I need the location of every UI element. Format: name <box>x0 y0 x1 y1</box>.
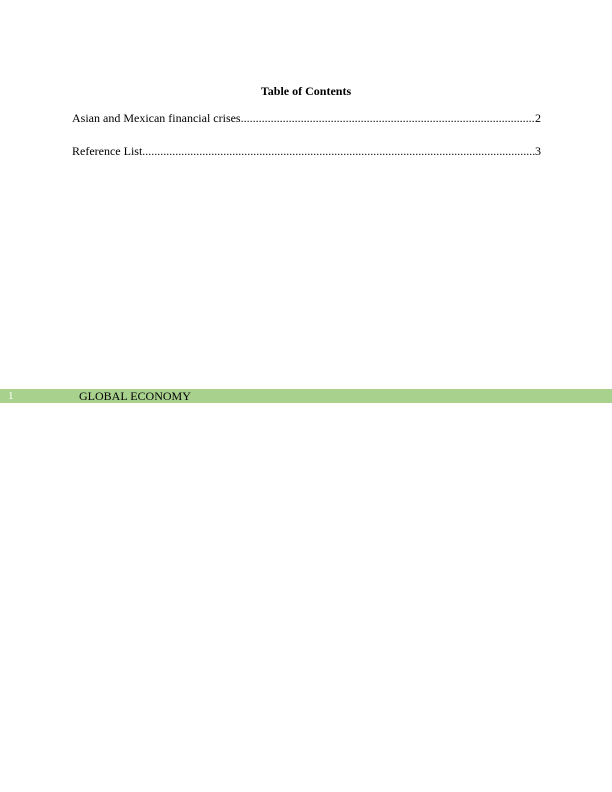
toc-entry-label[interactable]: Reference List <box>72 144 143 158</box>
page-number: 1 <box>8 390 14 402</box>
toc-dot-leader <box>241 110 535 126</box>
toc-entry-page-number: 3 <box>535 144 541 158</box>
toc-entry-asian-mexican-crises[interactable] <box>72 110 541 126</box>
toc-entry-reference-list[interactable] <box>72 143 541 159</box>
toc-dot-leader <box>142 143 535 159</box>
toc-title: Table of Contents <box>260 84 352 98</box>
toc-entry-page-number: 2 <box>535 111 541 125</box>
toc-entry-label[interactable]: Asian and Mexican financial crises <box>72 111 241 125</box>
running-header: GLOBAL ECONOMY <box>79 389 191 403</box>
